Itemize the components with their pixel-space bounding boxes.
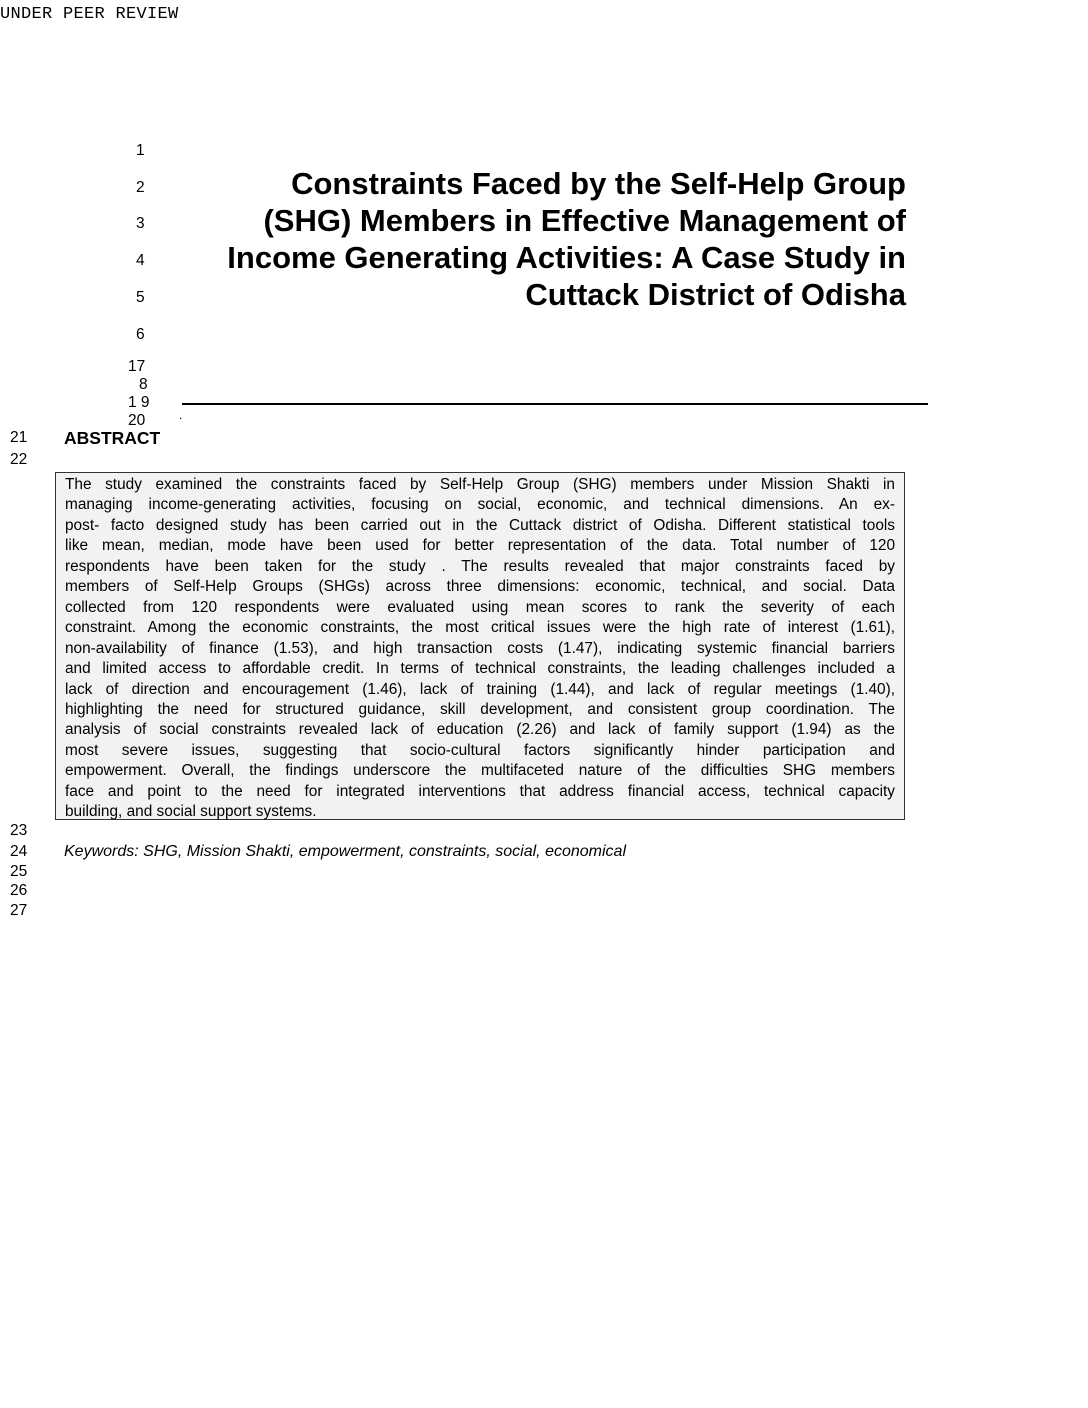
line-number: 17 xyxy=(128,358,146,375)
abstract-heading: ABSTRACT xyxy=(64,428,161,448)
title-line: Cuttack District of Odisha xyxy=(525,277,906,312)
abstract-line: non-availability of finance (1.53), and high transaction costs (1.47), indicating systemic financial barriers xyxy=(65,639,895,657)
dot-mark: . xyxy=(179,408,183,422)
abstract-line: most severe issues, suggesting that socio-cultural factors significantly hinder participation and xyxy=(65,741,895,759)
line-number: 25 xyxy=(10,863,28,880)
abstract-line: and limited access to affordable credit. In terms of technical constraints, the leading challenges included a xyxy=(65,660,895,678)
abstract-line: managing income-generating activities, focusing on social, economic, and technical dimensions. An ex- xyxy=(65,496,895,514)
line-number: 5 xyxy=(136,289,145,306)
line-number: 8 xyxy=(139,376,148,393)
line-number: 24 xyxy=(10,843,28,860)
title-divider xyxy=(182,403,928,405)
line-number: 6 xyxy=(136,326,145,343)
abstract-line: face and point to the need for integrated interventions that address financial access, technical capacity xyxy=(65,782,895,800)
abstract-box xyxy=(55,472,905,820)
abstract-line: lack of direction and encouragement (1.46), lack of training (1.44), and lack of regular meetings (1.40), xyxy=(65,680,895,698)
line-number: 2 xyxy=(136,179,145,196)
keywords: Keywords: SHG, Mission Shakti, empowerment, constraints, social, economical xyxy=(64,843,626,860)
abstract-line: collected from 120 respondents were evaluated using mean scores to rank the severity of each xyxy=(65,598,895,616)
line-number: 27 xyxy=(10,902,28,919)
line-number: 26 xyxy=(10,882,28,899)
abstract-line: like mean, median, mode have been used for better representation of the data. Total number of 120 xyxy=(65,537,895,555)
line-number: 20 xyxy=(128,412,146,429)
paper-title xyxy=(146,165,906,313)
abstract-line: building, and social support systems. xyxy=(65,803,317,821)
title-line: Income Generating Activities: A Case Study in xyxy=(227,240,906,275)
abstract-line: constraint. Among the economic constraints, the most critical issues were the high rate of interest (1.61), xyxy=(65,619,895,637)
line-number: 21 xyxy=(10,429,28,446)
title-line: (SHG) Members in Effective Management of xyxy=(263,203,906,238)
abstract-line: members of Self-Help Groups (SHGs) across three dimensions: economic, technical, and social. Data xyxy=(65,578,895,596)
line-number: 1 xyxy=(136,142,145,159)
abstract-line: analysis of social constraints revealed lack of education (2.26) and lack of family support (1.94) as the xyxy=(65,721,895,739)
abstract-line: The study examined the constraints faced by Self-Help Group (SHG) members under Mission Shakti in xyxy=(65,476,895,493)
peer-review-watermark: UNDER PEER REVIEW xyxy=(0,5,179,24)
line-number: 3 xyxy=(136,215,145,232)
abstract-line: post- facto designed study has been carried out in the Cuttack district of Odisha. Different statistical tools xyxy=(65,516,895,534)
abstract-line: empowerment. Overall, the findings underscore the multifaceted nature of the difficulties SHG members xyxy=(65,762,895,780)
line-number: 1 9 xyxy=(128,394,150,411)
title-line: Constraints Faced by the Self-Help Group xyxy=(291,166,906,201)
abstract-line: respondents have been taken for the study . The results revealed that major constraints faced by xyxy=(65,557,895,575)
abstract-line: highlighting the need for structured guidance, skill development, and consistent group coordination. The xyxy=(65,700,895,718)
line-number: 23 xyxy=(10,822,28,839)
line-number: 4 xyxy=(136,252,145,269)
line-number: 22 xyxy=(10,451,28,468)
